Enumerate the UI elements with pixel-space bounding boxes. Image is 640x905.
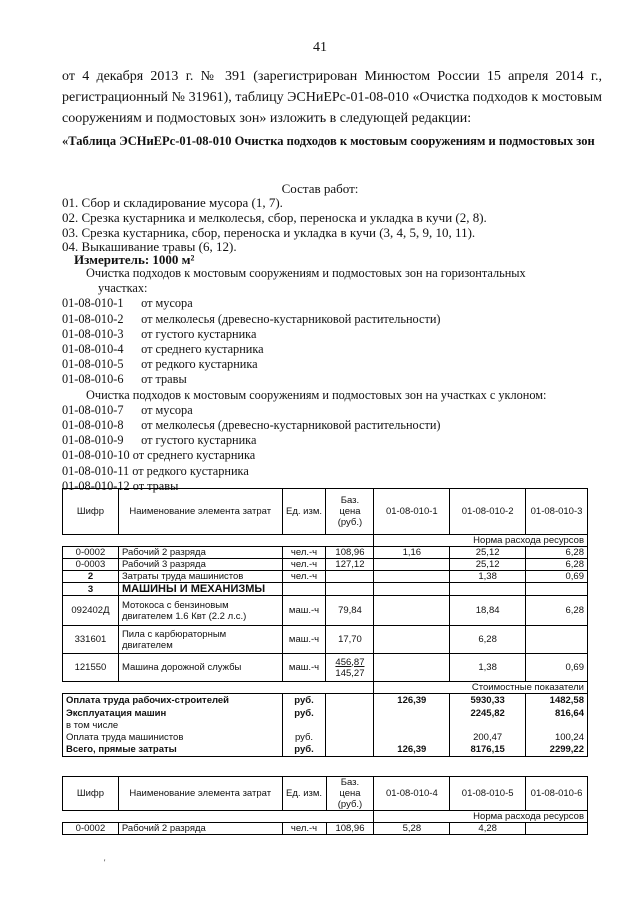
summary-row: Всего, прямые затраты руб. 126,39 8176,15 2299,22: [63, 744, 588, 757]
norm-label: Норма расхода ресурсов: [374, 811, 588, 823]
summary-row: в том числе: [63, 720, 588, 732]
header-unit: Ед. изм.: [282, 777, 326, 811]
header-col-2: 01-08-010-2: [450, 489, 526, 535]
composition-heading: Состав работ:: [281, 181, 359, 196]
summary-row: Оплата труда машинистов руб. 200,47 100,24: [63, 732, 588, 744]
page-number: 41: [313, 40, 327, 55]
header-col-3: 01-08-010-6: [526, 777, 588, 811]
meter-label: Измеритель: 1000 м²: [74, 252, 195, 267]
group1-list: [62, 266, 582, 494]
table-row: 331601 Пила с карбюраторным двигателем маш.-ч 17,70 6,28: [63, 626, 588, 654]
header-col-3: 01-08-010-3: [526, 489, 588, 535]
header-unit: Ед. изм.: [282, 489, 326, 535]
header-col-2: 01-08-010-5: [450, 777, 526, 811]
resource-table-2: [62, 776, 588, 835]
list-item: 01-08-010-3 от густого кустарника: [62, 326, 257, 341]
header-price: Баз. цена (руб.): [326, 777, 374, 811]
scan-mark: ': [104, 858, 106, 867]
list-item: 01-08-010-7 от мусора: [62, 402, 193, 417]
list-item: 01-08-010-2 от мелколесья (древесно-кустарниковой растительности): [62, 311, 441, 326]
list-item: 01-08-010-1 от мусора: [62, 296, 193, 311]
norm-label: Норма расхода ресурсов: [374, 535, 588, 547]
intro-paragraph: от 4 декабря 2013 г. № 391 (зарегистрирован Минюстом России 15 апреля 2014 г., регистрационный № 31961), таблицу ЭСНиЕРс-01-08-010 «Очистка подходов к мостовым сооружениям и подмостовых зон» изложить в следующей редакции:: [62, 69, 602, 126]
table-row: 3 МАШИНЫ И МЕХАНИЗМЫ: [63, 583, 588, 596]
list-item: 01-08-010-6 от травы: [62, 372, 187, 387]
works-list: [62, 196, 487, 255]
work-item: 04. Выкашивание травы (6, 12).: [62, 239, 237, 255]
work-item: 01. Сбор и складирование мусора (1, 7).: [62, 195, 283, 210]
header-name: Наименование элемента затрат: [118, 489, 282, 535]
group2-heading: Очистка подходов к мостовым сооружениям и подмостовых зон на участках с уклоном:: [86, 387, 547, 402]
resource-table-1: [62, 488, 588, 757]
list-item: 01-08-010-10 от среднего кустарника: [62, 448, 256, 463]
table-row: 0-0003 Рабочий 3 разряда чел.-ч 127,12 25,12 6,28: [63, 559, 588, 571]
header-price: Баз. цена (руб.): [326, 489, 374, 535]
list-item: 01-08-010-8 от мелколесья (древесно-кустарниковой растительности): [62, 418, 441, 433]
header-code: Шифр: [63, 777, 119, 811]
table-row: 092402Д Мотокоса с бензиновым двигателем 1.6 Квт (2.2 л.с.) маш.-ч 79,84 18,84 6,28: [63, 596, 588, 626]
header-name: Наименование элемента затрат: [118, 777, 282, 811]
work-item: 03. Срезка кустарника, сбор, переноска и укладка в кучи (3, 4, 5, 9, 10, 11).: [62, 224, 476, 240]
header-col-1: 01-08-010-4: [374, 777, 450, 811]
cost-label: Стоимостные показатели: [374, 682, 588, 694]
table-row: 0-0002 Рабочий 2 разряда чел.-ч 108,96 5,28 4,28: [63, 823, 588, 835]
header-col-1: 01-08-010-1: [374, 489, 450, 535]
header-code: Шифр: [63, 489, 119, 535]
list-item: 01-08-010-4 от среднего кустарника: [62, 342, 264, 357]
table-header-row: [63, 489, 588, 535]
summary-row: Оплата труда рабочих-строителей руб. 126,39 5930,33 1482,58: [63, 694, 588, 707]
group1-heading: Очистка подходов к мостовым сооружениям и подмостовых зон на горизонтальных: [86, 266, 526, 280]
group1-heading-cont: участках:: [98, 281, 148, 296]
table-row: 121550 Машина дорожной службы маш.-ч 456,87 145,27 1,38 0,69: [63, 654, 588, 682]
work-item: 02. Срезка кустарника и мелколесья, сбор, переноска и укладка в кучи (2, 8).: [62, 209, 487, 225]
list-item: 01-08-010-11 от редкого кустарника: [62, 463, 249, 478]
table-header-row: [63, 777, 588, 811]
table-row: 2 Затраты труда машинистов чел.-ч 1,38 0,69: [63, 571, 588, 583]
list-item: 01-08-010-5 от редкого кустарника: [62, 357, 258, 372]
list-item: 01-08-010-12 от травы: [62, 478, 179, 493]
table-title: «Таблица ЭСНиЕРс-01-08-010 Очистка подходов к мостовым сооружениям и подмостовых зон: [62, 134, 595, 148]
table-row: 0-0002 Рабочий 2 разряда чел.-ч 108,96 1,16 25,12 6,28: [63, 547, 588, 559]
list-item: 01-08-010-9 от густого кустарника: [62, 433, 257, 448]
summary-row: Эксплуатация машин руб. 2245,82 816,64: [63, 707, 588, 720]
